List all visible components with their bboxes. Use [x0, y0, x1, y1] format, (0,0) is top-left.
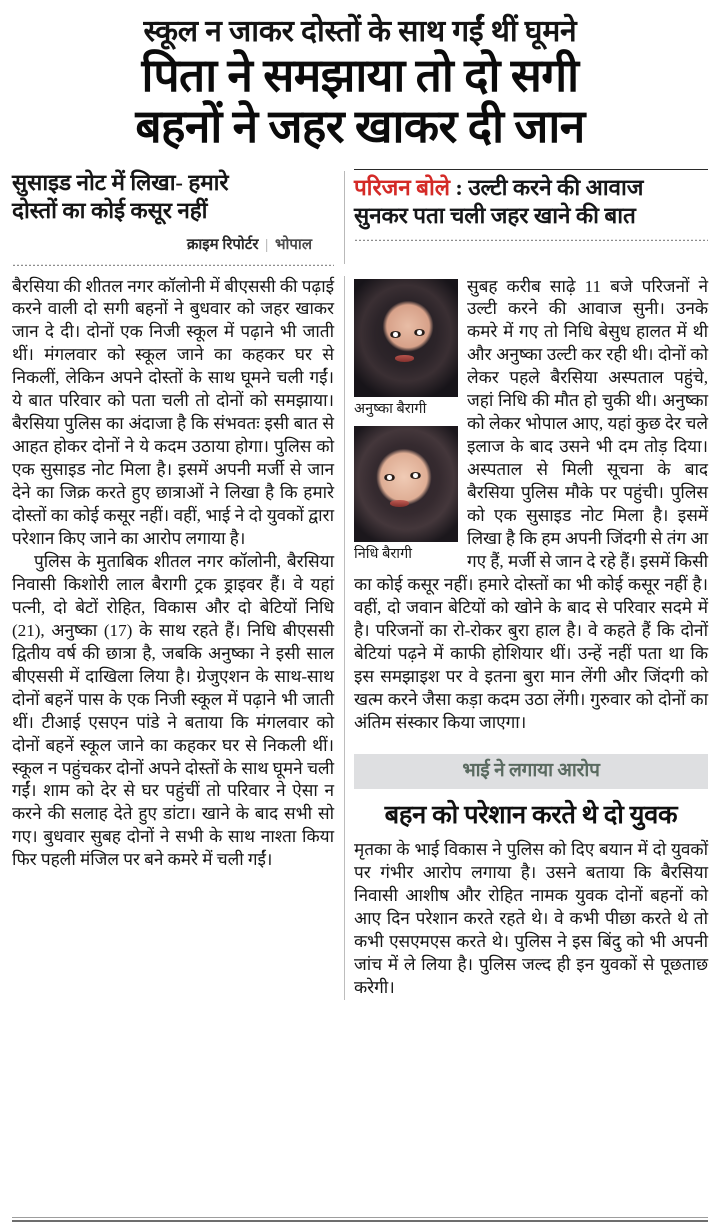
kicker-headline: स्कूल न जाकर दोस्तों के साथ गईं थीं घूमने [143, 15, 577, 48]
deck-left-column [12, 169, 344, 266]
eye-right-icon [410, 472, 421, 479]
byline-reporter: क्राइम रिपोर्टर [186, 236, 259, 253]
deck-right-line-2: सुनकर पता चली जहर खाने की बात [354, 203, 636, 229]
byline [12, 234, 334, 254]
lips-icon [390, 500, 409, 507]
byline-city: भोपाल [274, 236, 312, 253]
footer-rule-thin [12, 1217, 708, 1218]
main-headline-line-2: बहनों ने जहर खाकर दी जान [135, 101, 585, 153]
eye-left-icon [384, 474, 395, 481]
right-dotted-divider [354, 238, 708, 241]
deck-left-line-1: सुसाइड नोट में लिखा- हमारे [12, 169, 229, 195]
photo-caption-nidhi: निधि बैरागी [354, 545, 412, 562]
right-paragraph-1: सुबह करीब साढ़े 11 बजे परिजनों ने उल्टी करने की आवाज सुनी। उनके कमरे में गए तो निधि बेसुध हालत में थी और अनुष्का उल्टी कर रही थी। दोनों को लेकर पहले बैरसिया अस्पताल पहुंचे, जहां निधि की मौत हो चुकी थी। अनुष्का को लेकर भोपाल आए, यहां कुछ देर चले इलाज के बाद उसने भी दम तोड़ दिया। अस्पताल से मिली सूचना के बाद बैरसिया पुलिस मौके पर पहुंची। पुलिस को एक सुसाइड नोट मिला है। इसमें लिखा है कि हम अपनी जिंदगी से तंग आ गए हैं, मर्जी से जान दे रहे हैं। इसमें किसी का कोई कसूर नहीं। हमारे दोस्तों का भी कोई कसूर नहीं है। वहीं, दो जवान बेटियों को खोने के बाद से परिवार सदमे में है। परिजनों का रो-रोकर बुरा हाल है। वे कहते हैं कि दोनों बेटियां पढ़ने में काफी होशियार थीं। उन्हें नहीं पता था कि इस समझाइश पर वे इतना बुरा मान लेंगी और जिंदगी को खत्म करने जैसा कड़ा कदम उठा लेंगी। गुरुवार को दोनों का अंतिम संस्कार किया जाएगा। [354, 276, 708, 732]
left-dotted-divider [12, 263, 334, 266]
deck-right-line-1 [354, 174, 708, 202]
deck-right-rest: उल्टी करने की आवाज [468, 174, 644, 200]
section-tag-label: भाई ने लगाया आरोप [354, 754, 708, 789]
deck-row [12, 169, 708, 266]
body-row [12, 276, 708, 1000]
portrait-anushka-image [354, 279, 458, 397]
deck-right-column [354, 169, 708, 266]
photo-stack [354, 279, 458, 572]
portrait-nidhi-image [354, 426, 458, 542]
section-headline: बहन को परेशान करते थे दो युवक [384, 799, 678, 829]
section-paragraph: मृतका के भाई विकास ने पुलिस को दिए बयान में दो युवकों पर गंभीर आरोप लगाया है। उसने बताया कि बैरसिया निवासी आशीष और रोहित नामक युवक दोनों बहनों को आए दिन परेशान करते रहते थे। वे कभी पीछा करते थे तो कभी एसएमएस करते थे। पुलिस ने इस बिंदु को भी अपनी जांच में ले लिया है। पुलिस जल्द ही इन युवकों से पूछताछ करेगी। [354, 840, 708, 997]
left-paragraph-2: पुलिस के मुताबिक शीतल नगर कॉलोनी, बैरसिया निवासी किशोरी लाल बैरागी ट्रक ड्राइवर हैं। वे यहां पत्नी, दो बेटों रोहित, विकास और दो बेटियों निधि (21), अनुष्का (17) के साथ रहते हैं। निधि बीएससी द्वितीय वर्ष की छात्रा है, जबकि अनुष्का ने इसी साल बीएससी में दाखिला लिया है। ग्रेजुएशन के साथ-साथ दोनों बहनें पास के एक निजी स्कूल में पढ़ाने भी जाती थीं। टीआई एसएन पांडे ने बताया कि मंगलवार को दोनों बहनें स्कूल जाने का कहकर घर से निकली थीं। स्कूल न पहुंचकर दोनों अपने दोस्तों के साथ घूमने चली गईं। शाम को देर से घर पहुंचीं तो परिवार ने ऐसा न करने की सलाह देते हुए डांटा। खाने के बाद सभी सो गए। बुधवार सुबह दोनों ने सभी के साथ नाश्ता किया फिर पहली मंजिल पर बने कमरे में चली गईं। [12, 551, 334, 870]
eye-left-icon [390, 331, 401, 338]
deck-vertical-divider [344, 171, 345, 264]
deck-left-line-2: दोस्तों का कोई कसूर नहीं [12, 198, 208, 224]
lips-icon [395, 355, 414, 362]
eye-right-icon [414, 329, 425, 336]
photo-anushka [354, 279, 458, 397]
footer-rule-thick [12, 1220, 708, 1222]
body-vertical-divider [344, 276, 345, 1000]
deck-right-top-rule [354, 169, 708, 170]
deck-colon: : [449, 174, 469, 200]
right-body-column [354, 276, 708, 1000]
left-paragraph-1: बैरसिया की शीतल नगर कॉलोनी में बीएससी की पढ़ाई करने वाली दो सगी बहनों ने बुधवार को जहर खाकर जान दे दी। दोनों एक निजी स्कूल में पढ़ाने भी जाती थीं। मंगलवार को स्कूल जाने का कहकर घर से निकलीं, लेकिन अपने दोस्तों के साथ घूमने चली गईं। ये बात परिवार को पता चली तो दोनों को समझाया। बैरसिया पुलिस का अंदाजा है कि संभवतः इसी बात से आहत होकर दोनों ने ये कदम उठाया होगा। पुलिस को एक सुसाइड नोट मिला है। इसमें अपनी मर्जी से जान देने का जिक्र करते हुए छात्राओं ने लिखा है कि हमारे दोस्तों का कोई कसूर नहीं। वहीं, भाई ने दो युवकों द्वारा परेशान किए जाने का आरोप लगाया है। [12, 276, 334, 548]
byline-separator: | [265, 236, 269, 253]
photo-nidhi [354, 426, 458, 542]
photo-caption-anushka: अनुष्का बैरागी [354, 400, 427, 417]
left-body-column [12, 276, 344, 873]
main-headline-line-1: पिता ने समझाया तो दो सगी [141, 49, 579, 101]
main-headline [12, 50, 708, 153]
deck-red-label: परिजन बोले [354, 174, 450, 200]
